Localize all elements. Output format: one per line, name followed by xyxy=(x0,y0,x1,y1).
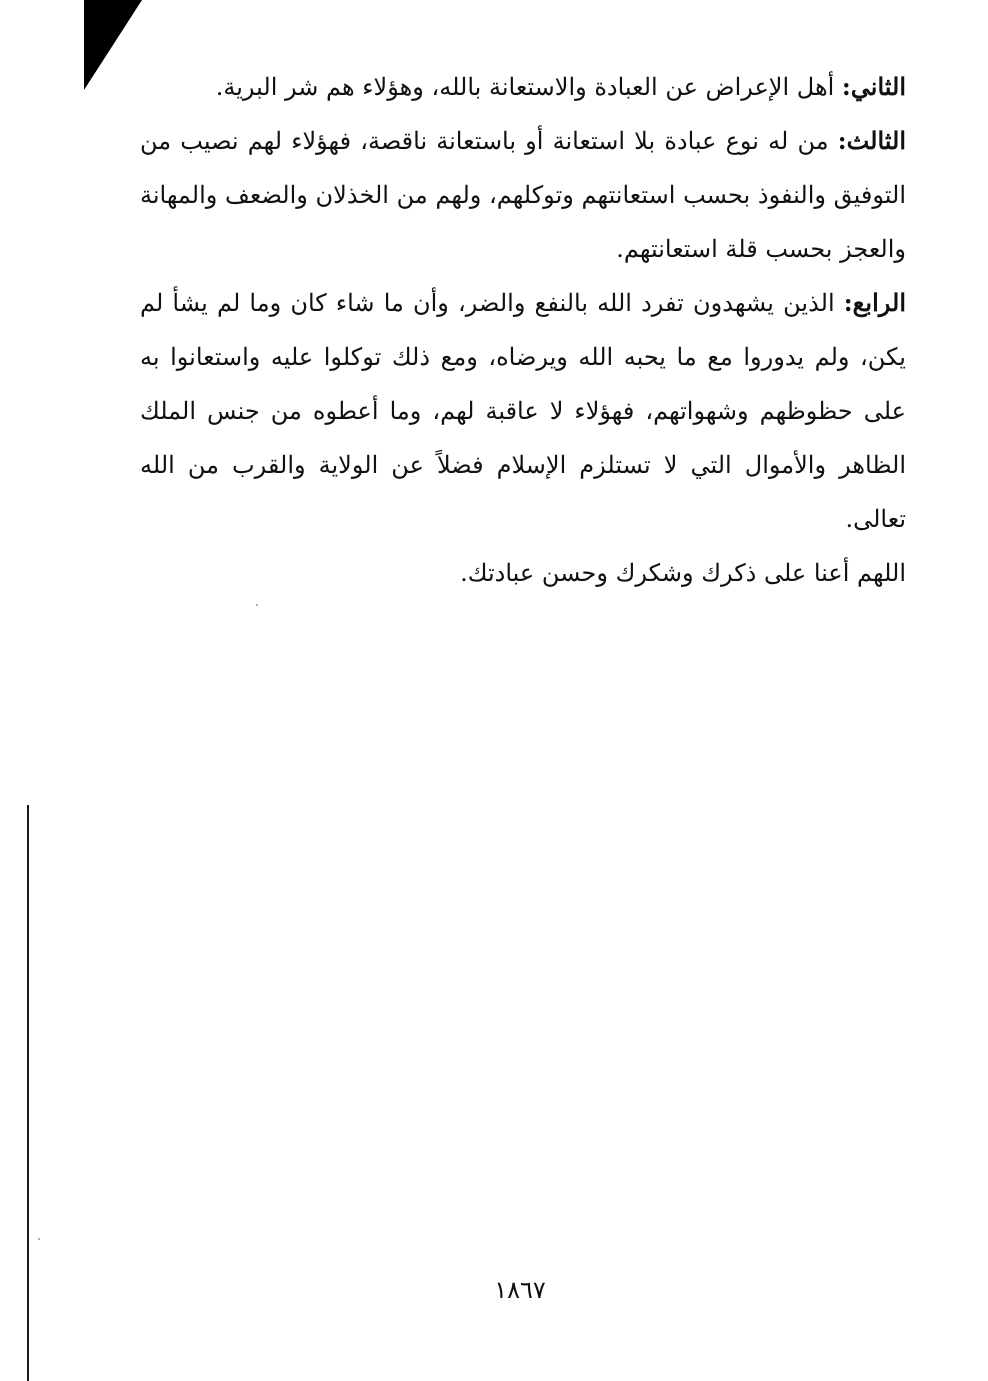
scan-speck xyxy=(256,604,258,606)
scan-speck xyxy=(38,1238,40,1240)
paragraph-text: من له نوع عبادة بلا استعانة أو باستعانة ناقصة، فهؤلاء لهم نصيب من التوفيق والنفوذ بحسب استعانتهم وتوكلهم، ولهم من الخذلان والضعف والمهانة والعجز بحسب قلة استعانتهم. xyxy=(140,127,906,263)
paragraph-label: الرابع: xyxy=(843,288,906,317)
page-number: ١٨٦٧ xyxy=(494,1276,546,1304)
paragraph-label: الثالث: xyxy=(837,126,906,155)
body-text xyxy=(140,60,906,600)
corner-scan-mark xyxy=(84,0,144,90)
paragraph-third xyxy=(140,114,906,276)
paragraph-text: الذين يشهدون تفرد الله بالنفع والضر، وأن ما شاء كان وما لم يشأ لم يكن، ولم يدوروا مع ما يحبه الله ويرضاه، ومع ذلك توكلوا عليه واستعانوا به على حظوظهم وشهواتهم، فهؤلاء لا عاقبة لهم، وما أعطوه من جنس الملك الظاهر والأموال التي لا تستلزم الإسلام فضلاً عن الولاية والقرب من الله تعالى. xyxy=(140,289,907,533)
paragraph-label: الثاني: xyxy=(841,72,906,101)
paragraph-fourth xyxy=(140,276,906,546)
paragraph-text: اللهم أعنا على ذكرك وشكرك وحسن عبادتك. xyxy=(460,559,906,587)
paragraph-second xyxy=(140,60,906,114)
paragraph-closing-prayer xyxy=(140,546,906,600)
paragraph-text: أهل الإعراض عن العبادة والاستعانة بالله، وهؤلاء هم شر البرية. xyxy=(215,73,842,101)
